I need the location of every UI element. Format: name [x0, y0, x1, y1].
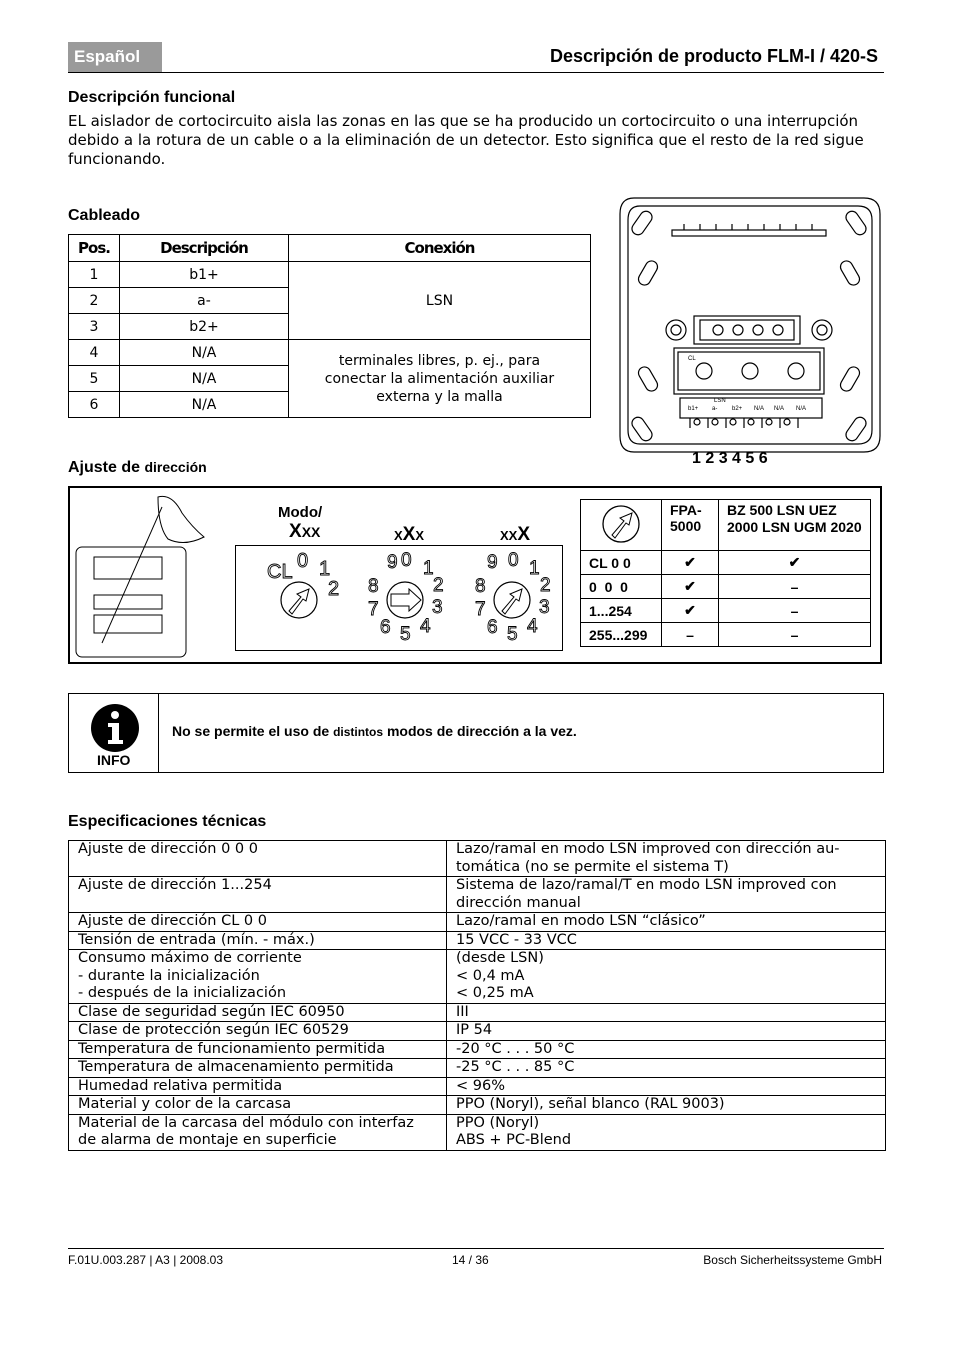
spec-key: Clase de protección según IEC 60529	[69, 1022, 447, 1041]
table-row	[69, 1059, 886, 1078]
mode-cell: 1...254	[581, 599, 662, 623]
terminal-label: a-	[712, 406, 718, 412]
terminal-label: b1+	[688, 406, 699, 412]
dial3-digit: 6	[487, 617, 498, 638]
footer-company: Bosch Sicherheitssysteme GmbH	[703, 1253, 882, 1267]
spec-value: Lazo/ramal en modo LSN “clásico”	[447, 913, 886, 932]
terminal-label: N/A	[796, 406, 807, 412]
check-icon: ✔	[719, 551, 871, 575]
dial-symbol-cell	[581, 500, 662, 551]
dial2-digit: 9	[387, 552, 398, 573]
desc-cell: a-	[120, 288, 289, 314]
spec-value: IP 54	[447, 1022, 886, 1041]
dash-icon: –	[719, 623, 871, 647]
table-row	[69, 1040, 886, 1059]
table-row	[69, 1003, 886, 1022]
dial2-digit: 3	[432, 597, 443, 618]
table-row	[69, 1077, 886, 1096]
spec-value: -20 °C . . . 50 °C	[447, 1040, 886, 1059]
spec-value: PPO (Noryl) ABS + PC-Blend	[447, 1114, 886, 1150]
device-housing-inner	[628, 206, 872, 444]
functional-text: EL aislador de cortocircuito aisla las zonas en las que se ha producido un cortocircuito o una interrupción debido a la rotura de un cable o a la eliminación de un detector. Esto significa que el resto de la red sigue funcionando.	[68, 112, 864, 168]
dial3-digit: 8	[475, 576, 486, 597]
wiring-table	[68, 234, 591, 418]
dial2-digit: 5	[400, 624, 411, 645]
pos-cell: 5	[69, 366, 120, 392]
dial2-digit: 1	[423, 558, 434, 579]
table-row	[69, 913, 886, 932]
pos-cell: 3	[69, 314, 120, 340]
spec-value: 15 VCC - 33 VCC	[447, 931, 886, 950]
address-heading: Ajuste de dirección	[68, 459, 207, 476]
desc-cell: N/A	[120, 340, 289, 366]
terminal-label: b2+	[732, 406, 743, 412]
device-drawing	[614, 196, 884, 470]
page-number: 14 / 36	[452, 1253, 489, 1267]
pos-cell: 1	[69, 262, 120, 288]
pos-cell: 6	[69, 392, 120, 418]
table-row	[581, 599, 871, 623]
table-row	[69, 1096, 886, 1115]
dial3-digit: 5	[507, 624, 518, 645]
dial1-digit: 1	[319, 558, 331, 580]
mode-cell: 0 0 0	[581, 575, 662, 599]
compatibility-table	[580, 499, 871, 647]
wiring-header-row	[69, 235, 591, 262]
terminal-label: N/A	[774, 406, 785, 412]
table-row	[581, 551, 871, 575]
spec-value: < 96%	[447, 1077, 886, 1096]
mode-cell: CL 0 0	[581, 551, 662, 575]
spec-key: Ajuste de dirección CL 0 0	[69, 913, 447, 932]
spec-key: Temperatura de funcionamiento permitida	[69, 1040, 447, 1059]
dial2-digit: 7	[368, 599, 379, 620]
wiring-heading: Cableado	[68, 207, 141, 224]
dial2-digit: 4	[420, 616, 431, 637]
connection-free: terminales libres, p. ej., para conectar la alimentación auxiliar externa y la malla	[289, 340, 591, 418]
col-fpa: FPA-5000	[662, 500, 719, 551]
pos-cell: 2	[69, 288, 120, 314]
col-desc: Descripción	[120, 235, 289, 262]
dial1-digit: 2	[328, 578, 340, 600]
mode-cell: 255...299	[581, 623, 662, 647]
table-row	[69, 262, 591, 288]
header-rule	[68, 72, 884, 73]
dash-icon: –	[719, 575, 871, 599]
dial2-digit: 2	[433, 575, 444, 596]
hand-screwdriver-drawing	[72, 493, 212, 661]
table-row	[69, 931, 886, 950]
info-message: No se permite el uso de distintos modos de dirección a la vez.	[172, 723, 577, 739]
spec-key: Humedad relativa permitida	[69, 1077, 447, 1096]
specs-heading: Especificaciones técnicas	[68, 813, 267, 830]
spec-value: Sistema de lazo/ramal/T en modo LSN improved con dirección manual	[447, 877, 886, 913]
info-divider	[158, 693, 159, 773]
info-label: INFO	[97, 752, 131, 768]
spec-value: -25 °C . . . 85 °C	[447, 1059, 886, 1078]
dial3-digit: 2	[540, 575, 551, 596]
dash-icon: –	[719, 599, 871, 623]
spec-key: Tensión de entrada (mín. - máx.)	[69, 931, 447, 950]
spec-key: Ajuste de dirección 0 0 0	[69, 841, 447, 877]
desc-cell: N/A	[120, 366, 289, 392]
spec-value: Lazo/ramal en modo LSN improved con dirección au- tomática (no se permite el sistema T)	[447, 841, 886, 877]
spec-key: Temperatura de almacenamiento permitida	[69, 1059, 447, 1078]
dial2-digit: 0	[401, 550, 412, 571]
dial-cl-label: CL	[688, 356, 696, 362]
terminal-label: N/A	[754, 406, 765, 412]
spec-key: Ajuste de dirección 1...254	[69, 877, 447, 913]
check-icon: ✔	[662, 551, 719, 575]
table-row	[69, 1022, 886, 1041]
specs-table	[68, 840, 886, 1151]
footer-docnumber: F.01U.003.287 | A3 | 2008.03	[68, 1253, 224, 1267]
col-bz: BZ 500 LSN UEZ 2000 LSN UGM 2020	[719, 500, 871, 551]
dial3-digit: 9	[487, 552, 498, 573]
info-icon	[90, 703, 140, 753]
table-row	[69, 950, 886, 1004]
terminal-numbers: 1 2 3 4 5 6	[692, 450, 768, 467]
table-row	[581, 623, 871, 647]
spec-key: Material de la carcasa del módulo con interfaz de alarma de montaje en superficie	[69, 1114, 447, 1150]
dial3-digit: 3	[539, 597, 550, 618]
spec-value: III	[447, 1003, 886, 1022]
lsn-label: LSN	[714, 398, 726, 404]
check-icon: ✔	[662, 599, 719, 623]
functional-heading: Descripción funcional	[68, 89, 236, 106]
dial1-caption: XXX	[289, 521, 321, 542]
dial1-digit: 0	[297, 550, 309, 572]
table-row	[69, 340, 591, 366]
compat-header-row	[581, 500, 871, 551]
pos-cell: 4	[69, 340, 120, 366]
dial3-digit: 1	[529, 558, 540, 579]
table-row	[69, 841, 886, 877]
desc-cell: b1+	[120, 262, 289, 288]
spec-key: Consumo máximo de corriente - durante la inicialización - después de la inicialización	[69, 950, 447, 1004]
table-row	[69, 1114, 886, 1150]
dial2-digit: 6	[380, 617, 391, 638]
footer-rule	[68, 1248, 884, 1249]
dial3-digit: 0	[508, 550, 519, 571]
table-row	[69, 877, 886, 913]
col-pos: Pos.	[69, 235, 120, 262]
col-connection: Conexión	[289, 235, 591, 262]
dial2-caption: XXX	[394, 524, 425, 545]
document-title: Descripción de producto FLM-I / 420-S	[549, 46, 878, 66]
check-icon: ✔	[662, 575, 719, 599]
spec-value: (desde LSN) < 0,4 mA < 0,25 mA	[447, 950, 886, 1004]
spec-key: Material y color de la carcasa	[69, 1096, 447, 1115]
mode-label: Modo/	[278, 504, 323, 521]
desc-cell: N/A	[120, 392, 289, 418]
dash-icon: –	[662, 623, 719, 647]
dial2-digit: 8	[368, 576, 379, 597]
table-row	[581, 575, 871, 599]
spec-key: Clase de seguridad según IEC 60950	[69, 1003, 447, 1022]
rotary-dials	[235, 545, 563, 651]
dial-symbol-icon	[601, 504, 641, 544]
dial3-caption: XXX	[500, 524, 531, 545]
language-tab: Español	[68, 42, 162, 72]
spec-value: PPO (Noryl), señal blanco (RAL 9003)	[447, 1096, 886, 1115]
dial3-digit: 4	[527, 616, 538, 637]
dial1-digit: CL	[267, 561, 293, 583]
dial3-digit: 7	[475, 599, 486, 620]
top-comb	[672, 230, 826, 236]
desc-cell: b2+	[120, 314, 289, 340]
connection-lsn: LSN	[289, 262, 591, 340]
